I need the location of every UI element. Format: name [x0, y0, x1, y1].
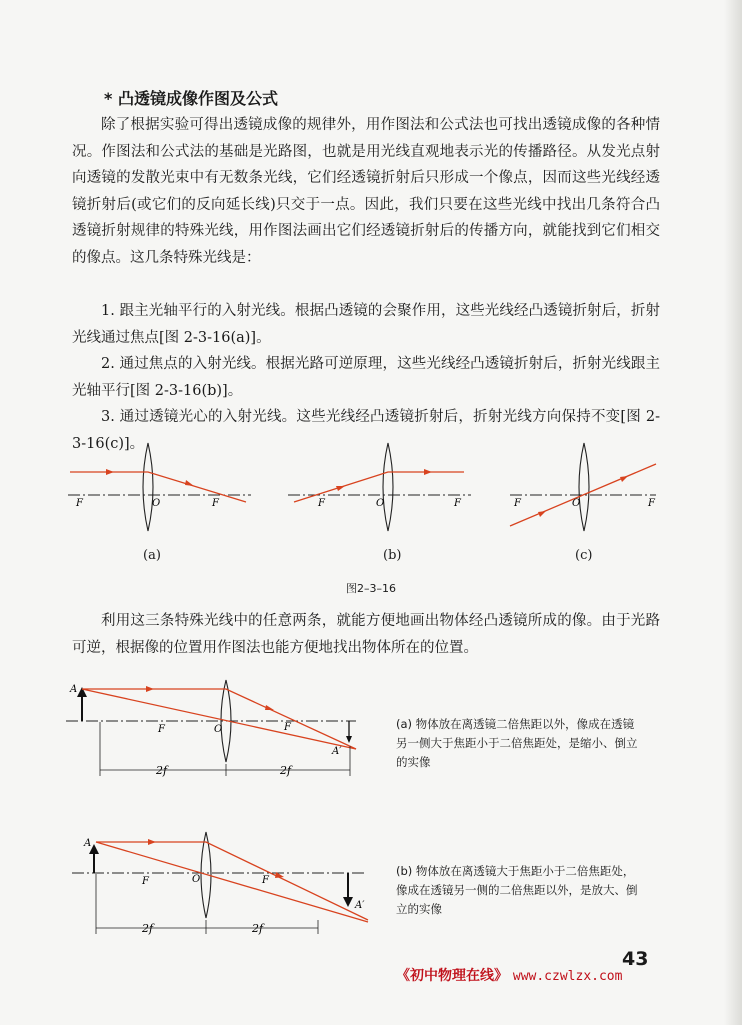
- image-label: A′: [332, 746, 342, 757]
- convex-lens: [383, 443, 393, 531]
- focus-label-right: F: [212, 498, 219, 509]
- arrowhead: [336, 486, 345, 491]
- object-label: A: [70, 684, 78, 695]
- ray-through-center: [82, 689, 356, 749]
- focus-label-left: F: [142, 876, 149, 887]
- focus-label-left: F: [318, 498, 325, 509]
- focus-label-right: F: [648, 498, 655, 509]
- center-label: O: [376, 498, 385, 509]
- arrowhead: [343, 897, 353, 907]
- summary-paragraph: 利用这三条特殊光线中的任意两条，就能方便地画出物体经凸透镜所成的像。由于光路可逆，根据像的位置用作图法也能方便地找出物体所在的位置。: [72, 613, 660, 656]
- diagram-object-between-f-2f: [66, 830, 376, 940]
- figure-caption: 图2–3–16: [346, 582, 396, 595]
- subfigure-label-b: (b): [383, 548, 402, 563]
- diagram-object-beyond-2f: [66, 680, 366, 790]
- diagram-16b: [286, 440, 476, 530]
- focus-label-right: F: [284, 722, 291, 733]
- arrowhead: [346, 736, 352, 743]
- page-number: 43: [622, 948, 649, 970]
- ray-rule-3: 3. 通过透镜光心的入射光线。这些光线经凸透镜折射后，折射光线方向保持不变[图 2-3-16(c)]。: [72, 409, 660, 452]
- footer-url[interactable]: www.czwlzx.com: [512, 969, 623, 984]
- arrowhead: [106, 469, 114, 475]
- ray-rule-2: 2. 通过焦点的入射光线。根据光路可逆原理，这些光线经凸透镜折射后，折射光线跟主光轴平行[图 2-3-16(b)]。: [72, 356, 660, 399]
- focus-label-left: F: [158, 724, 165, 735]
- object-label: A: [84, 838, 92, 849]
- image-label: A′: [355, 900, 365, 911]
- diagram-16a: [66, 440, 256, 530]
- two-f-label-left: 2f: [142, 922, 154, 935]
- note-object-between-f-2f: (b) 物体放在离透镜大于焦距小于二倍焦距处，像成在透镜另一侧的二倍焦距以外，是放大、倒立的实像: [396, 864, 638, 916]
- two-f-label-right: 2f: [252, 922, 264, 935]
- center-label: O: [214, 724, 223, 735]
- note-object-beyond-2f: (a) 物体放在离透镜二倍焦距以外，像成在透镜另一侧大于焦距小于二倍焦距处，是缩小、倒立的实像: [396, 717, 638, 769]
- section-title: * 凸透镜成像作图及公式: [104, 89, 278, 108]
- diagram-16c: [508, 440, 668, 530]
- center-label: O: [192, 874, 201, 885]
- two-f-label-right: 2f: [280, 764, 292, 777]
- arrowhead: [620, 476, 628, 482]
- subfigure-label-a: (a): [143, 548, 161, 563]
- page-edge-shadow: [724, 0, 742, 1025]
- ray-rule-1: 1. 跟主光轴平行的入射光线。根据凸透镜的会聚作用，这些光线经凸透镜折射后，折射光线通过焦点[图 2-3-16(a)]。: [72, 303, 660, 346]
- two-f-label-left: 2f: [156, 764, 168, 777]
- subfigure-label-c: (c): [575, 548, 593, 563]
- convex-lens: [143, 443, 153, 531]
- focus-label-right: F: [454, 498, 461, 509]
- focus-label-right: F: [262, 875, 269, 886]
- arrowhead: [424, 469, 432, 475]
- arrowhead: [265, 705, 274, 710]
- arrowhead: [185, 480, 194, 486]
- convex-lens: [579, 443, 589, 531]
- focus-label-left: F: [514, 498, 521, 509]
- footer-watermark[interactable]: [396, 965, 622, 985]
- arrowhead: [146, 686, 154, 692]
- intro-paragraph: 除了根据实验可得出透镜成像的规律外，用作图法和公式法也可找出透镜成像的各种情况。作图法和公式法的基础是光路图，也就是用光线直观地表示光的传播路径。从发光点射向透镜的发散光束中有无数条光线，它们经透镜折射后只形成一个像点，因而这些光线经透镜折射后(或它们的反向延长线)只交于一点。因此，我们只要在这些光线中找出几条符合凸透镜折射规律的特殊光线，用作图法画出它们经透镜折射后的传播方向，就能找到它们相交的像点。这几条特殊光线是：: [72, 117, 660, 266]
- center-label: O: [152, 498, 161, 509]
- arrowhead: [148, 839, 156, 845]
- center-label: O: [572, 498, 581, 509]
- focus-label-left: F: [76, 498, 83, 509]
- arrowhead: [538, 511, 546, 517]
- footer-title: 《初中物理在线》: [396, 968, 508, 984]
